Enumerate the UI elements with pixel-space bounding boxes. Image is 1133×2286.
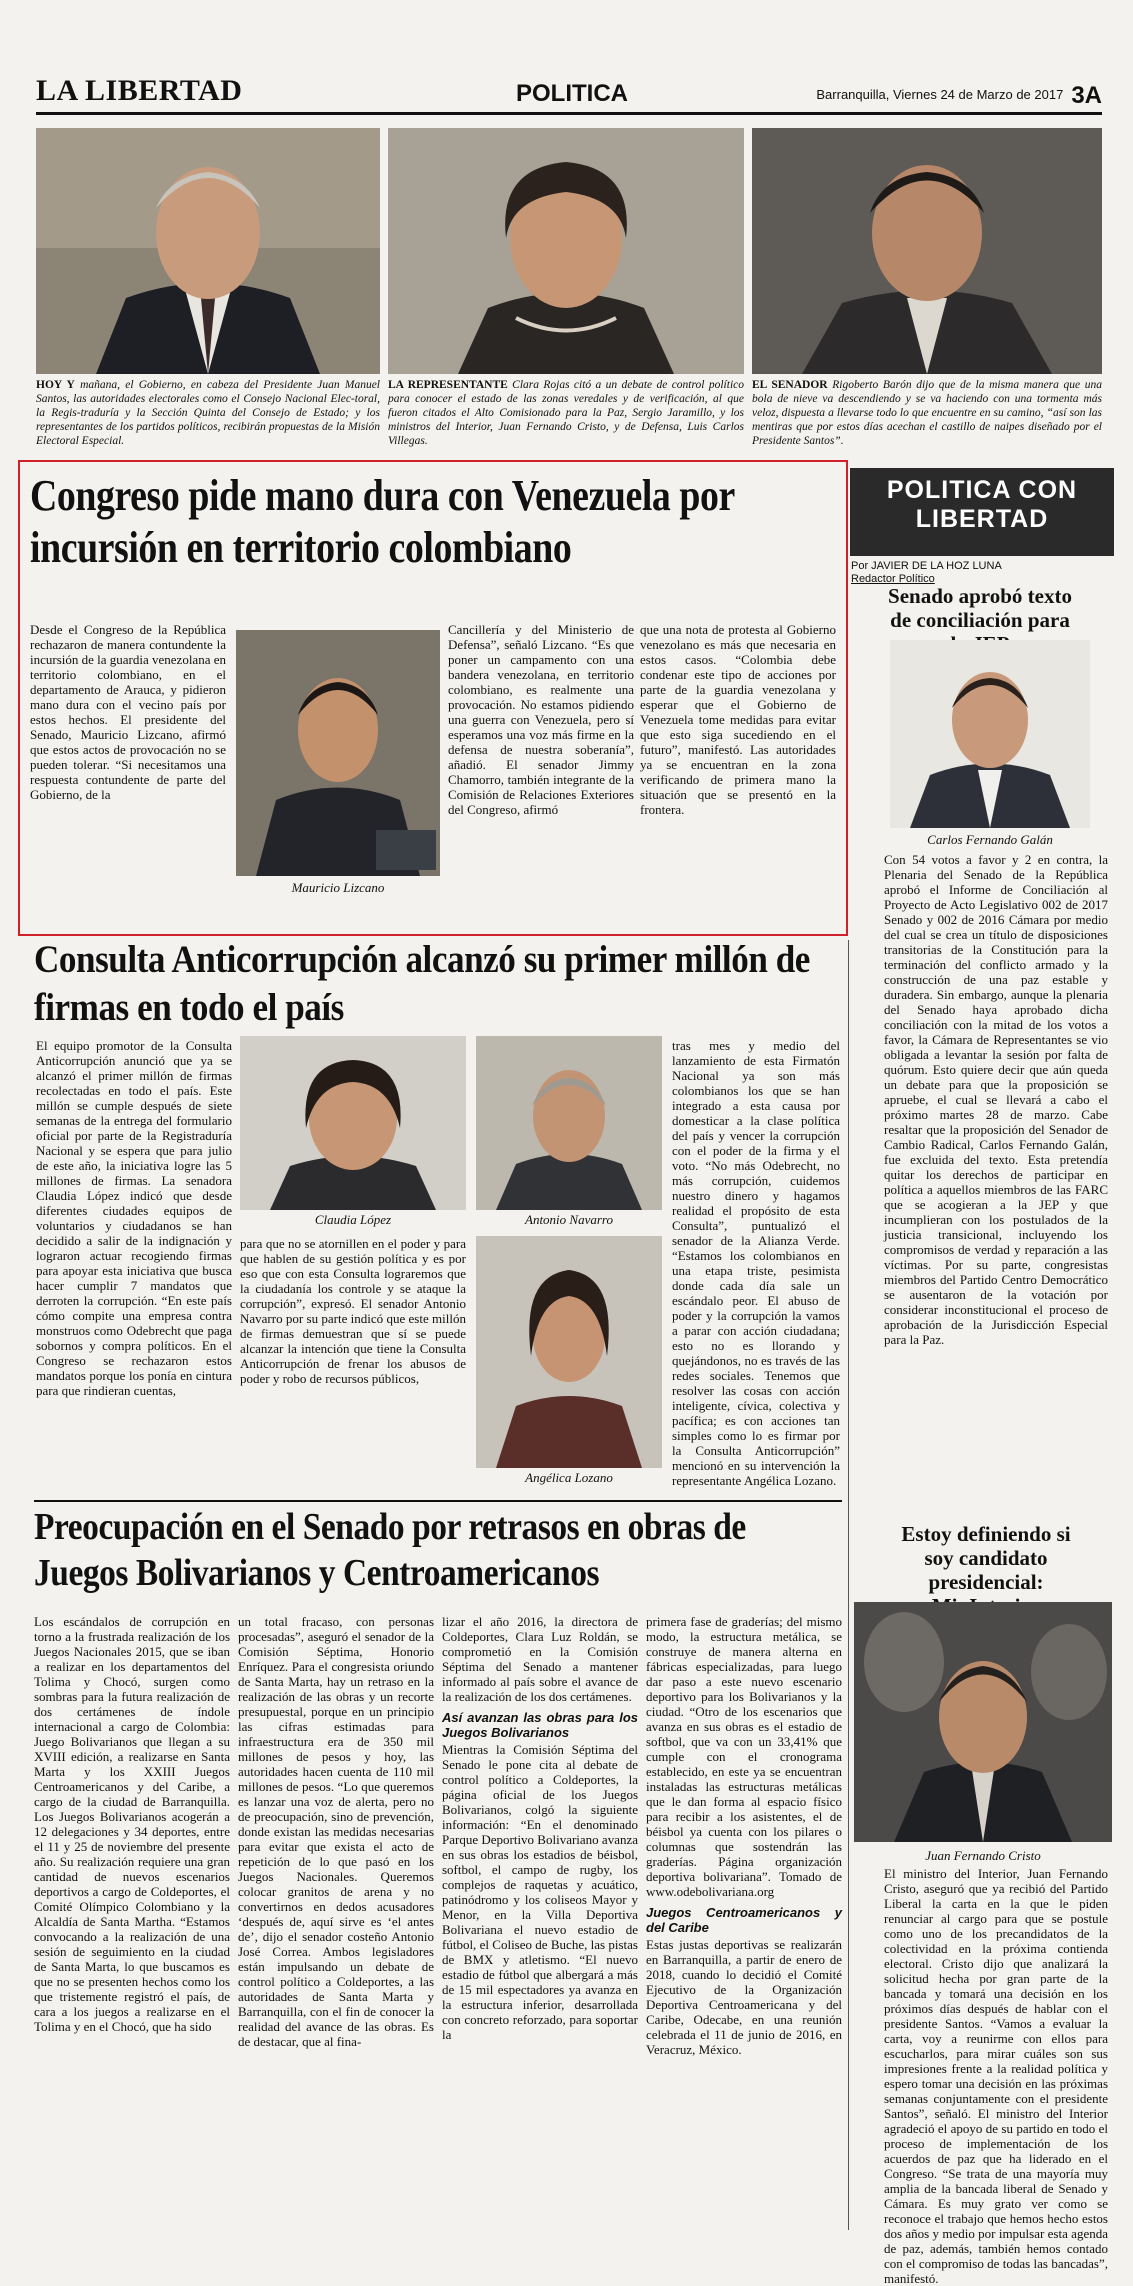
banner-line-1: POLITICA CON [886, 476, 1078, 504]
column-text: Estas justas deportivas se realizarán en Barranquilla, a partir de enero de 2018, cuando lo decidió el Comité Ejecutivo de la Organización Deportiva Centroamericana y del Caribe, Odecabe, en una reunión celebrada el 11 de junio de 2016, en Veracruz, México. [646, 1937, 842, 2057]
sidebar-story1-body: Con 54 votos a favor y 2 en contra, la Plenaria del Senado de la República aprobó el Informe de Conciliación al Proyecto de Acto Legislativo 002 de 2017 Senado y 002 de 2016 Cámara por medio del cual se crea un título de disposiciones transitorias de la Constitución para la terminación del conflicto armado y la construcción de una paz estable y duradera. Sin embargo, aunque la plenaria del Senado haya aprobado dicha conciliación con la mitad de los votos a favor, la Cámara de Representantes se vio obligada a levantar la sesión por falta de quórum. Esto quiere decir que aún queda un debate para que la proposición se apruebe, el cual se llevará a cabo el próximo martes 28 de marzo. Cabe resaltar que la proposición del Senador de Cambio Radical, Carlos Fernando Galán, fue excluida del texto. Esta pretendía quitar los derechos de participar en política a aquellos miembros de las FARC que se acogieran a la JEP y que incumplieran con los postulados de la justicia transicional, incluyendo los compromisos de verdad y reparación a las víctimas. Por su parte, congresistas miembros del Partido Centro Democrático se ausentaron de la votación por considerar inconstitucional el proceso de aprobación de la Jurisdicción Especial para la Paz. [884, 852, 1108, 1347]
article3-column-3 [442, 1614, 638, 2230]
photo-caption-santos [36, 378, 380, 450]
portrait-image [388, 128, 744, 374]
article3-column-2: un total fracaso, con personas procesadas”, aseguró el senador de la Comisión Séptima, Honorio Enríquez. Para el congresista oriundo de Santa Marta, hay un retraso en la realización de las obras y un recorte presupuestal, porque en un principio las cifras estimadas para infraestructura era de 350 mil millones de pesos y hoy, las autoridades hacen cuenta de 110 mil millones de pesos. “Lo que queremos es lanzar una voz de alerta, pero no de preocupación, sino de prevención, donde existan las medidas necesarias para evitar que exista el acto de repetición de lo que pasó en los Juegos Nacionales. Queremos colocar granitos de arena y no convertirnos en dedos acusadores ‘después de, aquí sirve es ‘el antes de’, dijo el senador costeño Antonio José Correa. Ambos legisladores están impulsando un debate de control político a Coldeportes, a las autoridades de Santa Marta y Barranquilla, con el fin de conocer la realidad del avance de las obras. Es de destacar, que al fina- [238, 1614, 434, 2049]
photo-rojas [388, 128, 744, 374]
portrait-image [752, 128, 1102, 374]
photo-cristo [854, 1602, 1112, 1842]
caption-lead: HOY Y [36, 379, 75, 391]
sidebar-story2-body: El ministro del Interior, Juan Fernando Cristo, aseguró que ya recibió del Partido Liberal la carta en la que le piden renunciar al cargo para que se postule como uno de los precandidatos de la colectividad en la próxima contienda electoral. Cristo dijo que analizará la solicitud hecha por gran parte de la bancada y tomará una decisión en los próximos días después de hablar con el presidente Santos. “Vamos a evaluar la carta, voy a reunirme con ellos para escucharlos, para mirar cuáles son sus impresiones frente a la realidad política y espero tomar una decisión en las próximas semanas conjuntamente con el presidente Santos”, señaló. El ministro del Interior agradeció el apoyo de su partido en todo el proceso de implementación de los acuerdos de paz que ha liderado en el Congreso. “Se trata de una mayoría muy amplia de la bancada liberal de Senado y Cámara. Es muy grato ver como se reconoce el trabajo que hemos hecho estos dos años y medio por impulsar esta agenda de paz, además, también hemos contado con el compromiso de todas las bancadas”, manifestó. [884, 1866, 1108, 2286]
photo-santos [36, 128, 380, 374]
article2-column-2: para que no se atornillen en el poder y para que hablen de su gestión política y es por eso que con esta Consulta lograremos que la ciudadanía los controle y se ataque la corrupción”, expresó. El senador Antonio Navarro por su parte indicó que este millón de firmas demuestran que sí se puede alcanzar la intención que tiene la Consulta Anticorrupción de frenar los abusos de poder y robo de recursos públicos, [240, 1236, 466, 1386]
article1-column-2: Cancillería y del Ministerio de Defensa”, señaló Lizcano. “Es que poner un campamento con una bandera venezolana, en territorio colombiano, es realmente una provocación. No estamos pidiendo una guerra con Venezuela, pero sí esperamos una voz más firme en la defensa de nuestra soberanía”, añadió. El senador Jimmy Chamorro, también integrante de la Comisión de Relaciones Exteriores del Congreso, afirmó [448, 622, 634, 817]
article2-column-3: tras mes y medio del lanzamiento de esta Firmatón Nacional ya son más colombianos los que se han integrado a esta causa por domesticar a la clase política del país y vencer la corrupción con el poder de la firma y el voto. “No más Odebrecht, no más corrupción, cuidemos nuestro dinero y hagamos realidad el propósito de esta Consulta”, puntualizó el senador de la Alianza Verde. “Estamos los colombianos en una etapa triste, pesimista donde cada día sale un escándalo peor. El abuso de poder y la corrupción la vamos a parar con acción ciudadana; esto no es llorando y quejándonos, no es través de las redes sociales. Tenemos que resolver las cosas con acción inteligente, cívica, colectiva y pacífica; es con acciones tan simples como lo es firmar por la Consulta Anticorrupción” mencionó en su intervención la representante Angélica Lozano. [672, 1038, 840, 1488]
page-number: 3A [1071, 82, 1102, 109]
caption-text: Rigoberto Barón dijo que de la misma manera que una bola de nieve va descendiendo y se va haciendo con una tormenta más veloz, dispuesta a llevarse todo lo que encuentre en su camino, “así son las mentiras que por estos días acechan el castillo de naipes diseñado por el Presidente Santos”. [752, 379, 1103, 447]
photo-baron [752, 128, 1102, 374]
byline-author: Por JAVIER DE LA HOZ LUNA [851, 560, 1002, 572]
portrait-image [236, 630, 440, 876]
portrait-image [476, 1236, 662, 1468]
sidebar-story1-headline: Senado aprobó texto de conciliación para [888, 584, 1072, 632]
caption-text: mañana, el Gobierno, en cabeza del Presidente Juan Manuel Santos, las autoridades electorales como el Consejo Nacional Elec-toral, la Regis-traduría y la Sección Quinta del Consejo de Estado; y los representantes de los partidos políticos, recibirán propuestas de la Misión Electoral Especial. [36, 379, 380, 447]
section-divider [34, 1500, 842, 1502]
masthead [36, 72, 1102, 115]
photo-credit-navarro: Antonio Navarro [525, 1212, 613, 1227]
photo-galan [890, 640, 1090, 828]
byline [851, 560, 1002, 586]
section-name: POLITICA [516, 80, 628, 107]
article1-headline: Congreso pide mano dura con Venezuela por incursión en territorio colombiano [30, 471, 735, 572]
sidebar-divider [848, 940, 849, 2230]
article2-column-1: El equipo promotor de la Consulta Anticorrupción anunció que ya se alcanzó el primer millón de firmas recolectadas en todo el país. Este millón se cumple después de siete semanas de la entrega del formulario oficial por parte de la Registraduría Nacional y se espera que para julio de este año, la iniciativa logre las 5 millones de firmas. La senadora Claudia López indicó que desde diferentes ciudades equipos de voluntarios y ciudadanos se han decidido a salir de la indignación y lograron actuar recogiendo firmas para apoyar esta iniciativa que busca hacer cumplir 7 mandatos que derroten la corrupción. “En este país cómo compite una empresa contra monstruos como Odebrecht que paga sobornos y compra políticos. En el Congreso se rechazaron estos mandatos porque los ponía en cintura para que rindieran cuentas, [36, 1038, 232, 1398]
paper-name: LA LIBERTAD [36, 74, 243, 107]
portrait-image [36, 128, 380, 374]
column-text: primera fase de graderías; del mismo modo, la estructura metálica, se construye de manera alterna en fábricas especializadas, para luego dar paso a este nuevo escenario deportivo para los Bolivarianos y la ciudad. “Otro de los escenarios que avanza en sus obras es el estadio de softbol, que va con un 33,41% que cumple con el cronograma establecido, en este ya se encuentran instaladas las estructuras metálicas que le dan forma al espacio físico para recibir a los asistentes, el de béisbol ya cuenta con los pilares o columnas que sostendrán las graderías. Página organización deportiva bolivariana”. Tomado de www.odebolivariana.org [646, 1614, 842, 1899]
article3-column-4 [646, 1614, 842, 2230]
photo-lopez [240, 1036, 466, 1210]
photo-credit-cristo: Juan Fernando Cristo [925, 1848, 1041, 1863]
date-line [816, 82, 1102, 110]
article1-column-3: que una nota de protesta al Gobierno venezolano es más que necesaria en estos casos. “Colombia debe condenar este tipo de acciones por parte de la guardia venezolana y esperar que el Gobierno de Venezuela tome medidas para evitar que esto siga sucediendo en el futuro”, manifestó. Las autoridades ya se encuentran en la zona verificando de primera mano la situación que se presentó en la frontera. [640, 622, 836, 817]
article3-headline: Preocupación en el Senado por retrasos en obras de Juegos Bolivarianos y Centroamericanos [34, 1506, 746, 1594]
portrait-image [240, 1036, 466, 1210]
subheading-centroamericanos: Juegos Centroamericanos y del Caribe [646, 1905, 842, 1935]
photo-credit-lopez: Claudia López [314, 1212, 392, 1227]
photo-navarro [476, 1036, 662, 1210]
caption-lead: LA REPRESENTANTE [388, 379, 508, 391]
subheading-bolivarianos: Así avanzan las obras para los Juegos Bolivarianos [442, 1710, 638, 1740]
column-text: lizar el año 2016, la directora de Coldeportes, Clara Luz Roldán, se comprometió en la Comisión Séptima del Senado a mantener informado al país sobre el avance de la realización de los dos certámenes. [442, 1614, 638, 1704]
photo-caption-rojas [388, 378, 744, 450]
portrait-image [854, 1602, 1112, 1842]
photo-caption-baron [752, 378, 1102, 450]
photo-credit-lizcano: Mauricio Lizcano [291, 880, 385, 895]
caption-text: Clara Rojas citó a un debate de control político para conocer el estado de las zonas veredales y de verificación, al que fueron citados el Alto Comisionado para la Paz, Sergio Jaramillo, y los ministros del Interior, Juan Fernando Cristo, y de Defensa, Luis Carlos Villegas. [388, 379, 744, 447]
article3-column-1: Los escándalos de corrupción en torno a la frustrada realización de los Juegos Nacionales 2015, que se iban a realizar en los departamentos del Tolima y Chocó, surgen como sombras para la futura realización de dos certámenes de índole internacional a cargo de Colombia: Juego Bolivarianos que llegan a su XVIII edición, a realizarse en Santa Marta y los XXIII Juegos Centroamericanos y del Caribe, a cargo de la ciudad de Barranquilla. Los Juegos Bolivarianos acogerán a 12 delegaciones y 34 deportes, entre el 11 y 25 de noviembre del presente año. Su realización requiere una gran cantidad de nuevos escenarios deportivos a cargo de Coldeportes, el Comité Olímpico Colombiano y la Alcaldía de Santa Martha. “Estamos convocando a la realización de una sesión de seguimiento en la ciudad de Santa Marta, lo que buscamos es que no se presenten hechos como los que tristemente registró el país, de cara a los juegos a realizarse en el Tolima y en el Chocó, que ha sido [34, 1614, 230, 2034]
photo-lizcano [236, 630, 440, 876]
portrait-image [476, 1036, 662, 1210]
caption-lead: EL SENADOR [752, 379, 828, 391]
photo-credit-galan: Carlos Fernando Galán [927, 832, 1053, 847]
article1-column-1: Desde el Congreso de la República rechazaron de manera contundente la incursión de la guardia venezolana en territorio colombiano, en el departamento de Arauca, y pidieron mano dura con el vecino país por estos hechos. El presidente del Senado, Mauricio Lizcano, afirmó que estos actos de provocación no se pueden tolerar. “Si necesitamos una respuesta contundente de parte del Gobierno, de la [30, 622, 226, 802]
byline-role: Redactor Político [851, 573, 935, 585]
article2-headline: Consulta Anticorrupción alcanzó su primer millón de firmas en todo el país [34, 938, 810, 1029]
issue-date: Barranquilla, Viernes 24 de Marzo de 2017 [816, 87, 1064, 102]
sidebar-story2-headline: Estoy definiendo si soy candidato presidencial: [901, 1522, 1071, 1594]
column-text: Mientras la Comisión Séptima del Senado le pone cita al debate de control político a Coldeportes, la página oficial de los Juegos Bolivarianos, colgó la siguiente información: “En el denominado Parque Deportivo Bolivariano avanza en sus obras los estadios de béisbol, softbol, el campo de rugby, los complejos de raquetas y acuático, patinódromo y los coliseos Mayor y Menor, en la Villa Deportiva Bolivariana el nuevo estadio de fútbol, el Coliseo de Buche, las pistas de BMX y atletismo. “El nuevo estadio de fútbol que albergará a más de 15 mil espectadores ya avanza en la estructura inferior, desarrollada con concreto reforzado, para soportar la [442, 1742, 639, 2042]
portrait-image [890, 640, 1090, 828]
banner-line-2: LIBERTAD [915, 505, 1049, 533]
photo-credit-lozano: Angélica Lozano [525, 1470, 613, 1485]
sidebar-banner [850, 468, 1114, 556]
photo-lozano [476, 1236, 662, 1468]
